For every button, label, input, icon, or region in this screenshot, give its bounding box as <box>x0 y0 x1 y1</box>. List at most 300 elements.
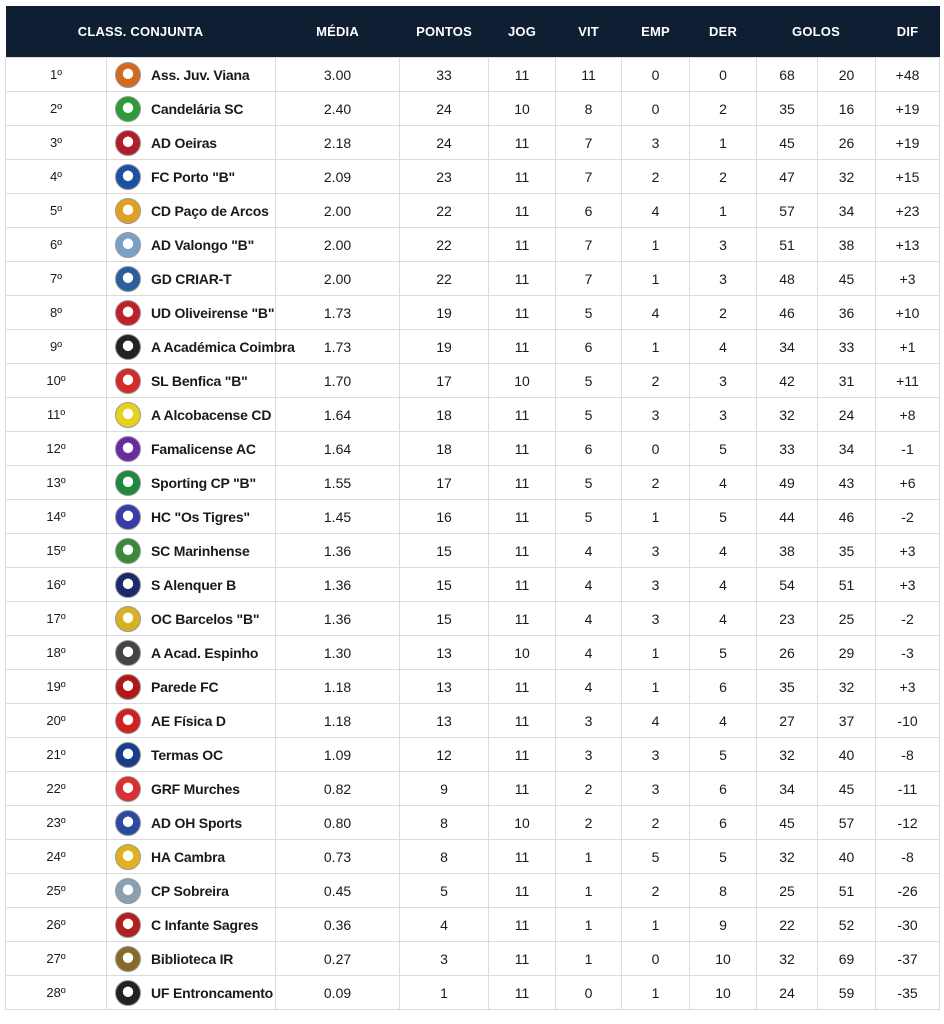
team-cell <box>107 126 276 160</box>
cell-jog: 11 <box>489 500 556 534</box>
cell-media: 2.18 <box>276 126 400 160</box>
cell-der: 3 <box>690 364 757 398</box>
table-row[interactable] <box>6 636 940 670</box>
cell-gm: 44 <box>757 500 818 534</box>
cell-jog: 11 <box>489 262 556 296</box>
cell-media: 1.73 <box>276 330 400 364</box>
cell-vit: 5 <box>556 296 622 330</box>
cell-media: 0.80 <box>276 806 400 840</box>
cell-pos: 26º <box>6 908 107 942</box>
team-crest-icon <box>115 878 141 904</box>
header-pontos[interactable]: PONTOS <box>400 6 489 58</box>
cell-gm: 46 <box>757 296 818 330</box>
team-name[interactable]: A Acad. Espinho <box>151 644 259 661</box>
team-name[interactable]: CP Sobreira <box>151 882 229 899</box>
cell-pos: 12º <box>6 432 107 466</box>
cell-gs: 46 <box>818 500 876 534</box>
cell-pontos: 23 <box>400 160 489 194</box>
table-row[interactable] <box>6 874 940 908</box>
cell-gm: 38 <box>757 534 818 568</box>
table-row[interactable] <box>6 126 940 160</box>
cell-gs: 32 <box>818 670 876 704</box>
team-crest-icon <box>115 980 141 1006</box>
cell-emp: 1 <box>622 636 690 670</box>
team-cell <box>107 772 276 806</box>
team-crest-icon <box>115 572 141 598</box>
cell-media: 1.45 <box>276 500 400 534</box>
cell-dif: -8 <box>876 738 940 772</box>
cell-gm: 22 <box>757 908 818 942</box>
cell-pontos: 12 <box>400 738 489 772</box>
table-row[interactable] <box>6 534 940 568</box>
cell-vit: 2 <box>556 772 622 806</box>
table-row[interactable] <box>6 602 940 636</box>
cell-dif: +8 <box>876 398 940 432</box>
cell-emp: 0 <box>622 432 690 466</box>
team-name[interactable]: Famalicense AC <box>151 440 256 457</box>
cell-gs: 51 <box>818 568 876 602</box>
team-cell <box>107 160 276 194</box>
cell-dif: -11 <box>876 772 940 806</box>
cell-media: 1.18 <box>276 670 400 704</box>
team-name[interactable]: GD CRIAR-T <box>151 270 232 287</box>
table-row[interactable] <box>6 704 940 738</box>
table-header-row <box>6 6 940 58</box>
cell-pos: 22º <box>6 772 107 806</box>
cell-der: 3 <box>690 228 757 262</box>
cell-pontos: 19 <box>400 296 489 330</box>
cell-gm: 27 <box>757 704 818 738</box>
cell-emp: 4 <box>622 194 690 228</box>
cell-pontos: 15 <box>400 568 489 602</box>
cell-vit: 4 <box>556 670 622 704</box>
team-name[interactable]: Parede FC <box>151 678 219 695</box>
cell-pos: 3º <box>6 126 107 160</box>
cell-jog: 11 <box>489 670 556 704</box>
team-crest-icon <box>115 436 141 462</box>
cell-gm: 47 <box>757 160 818 194</box>
team-cell <box>107 364 276 398</box>
cell-jog: 10 <box>489 806 556 840</box>
cell-dif: +19 <box>876 92 940 126</box>
cell-vit: 6 <box>556 432 622 466</box>
team-cell <box>107 908 276 942</box>
cell-emp: 4 <box>622 704 690 738</box>
cell-emp: 3 <box>622 398 690 432</box>
team-crest-icon <box>115 504 141 530</box>
team-crest-icon <box>115 776 141 802</box>
cell-gm: 25 <box>757 874 818 908</box>
cell-gs: 43 <box>818 466 876 500</box>
table-row[interactable] <box>6 500 940 534</box>
cell-pontos: 17 <box>400 364 489 398</box>
cell-dif: -30 <box>876 908 940 942</box>
cell-der: 5 <box>690 738 757 772</box>
cell-jog: 11 <box>489 296 556 330</box>
cell-gs: 59 <box>818 976 876 1010</box>
cell-jog: 11 <box>489 874 556 908</box>
team-crest-icon <box>115 606 141 632</box>
cell-der: 0 <box>690 58 757 92</box>
team-crest-icon <box>115 198 141 224</box>
cell-media: 1.64 <box>276 432 400 466</box>
team-crest-icon <box>115 742 141 768</box>
cell-der: 2 <box>690 160 757 194</box>
team-name[interactable]: C Infante Sagres <box>151 916 259 933</box>
table-row[interactable] <box>6 92 940 126</box>
team-crest-icon <box>115 62 141 88</box>
team-name[interactable]: HC "Os Tigres" <box>151 508 250 525</box>
team-name[interactable]: SC Marinhense <box>151 542 250 559</box>
cell-media: 2.00 <box>276 262 400 296</box>
cell-der: 10 <box>690 942 757 976</box>
cell-gm: 45 <box>757 126 818 160</box>
cell-gs: 36 <box>818 296 876 330</box>
cell-media: 1.55 <box>276 466 400 500</box>
cell-der: 10 <box>690 976 757 1010</box>
cell-gs: 29 <box>818 636 876 670</box>
cell-pontos: 4 <box>400 908 489 942</box>
cell-vit: 4 <box>556 602 622 636</box>
cell-vit: 4 <box>556 568 622 602</box>
cell-vit: 0 <box>556 976 622 1010</box>
cell-gs: 26 <box>818 126 876 160</box>
team-cell <box>107 840 276 874</box>
team-name[interactable]: FC Porto "B" <box>151 168 235 185</box>
cell-gm: 35 <box>757 670 818 704</box>
cell-gm: 32 <box>757 942 818 976</box>
header-golos[interactable]: GOLOS <box>757 6 876 58</box>
header-jog[interactable]: JOG <box>489 6 556 58</box>
cell-der: 2 <box>690 296 757 330</box>
cell-jog: 11 <box>489 228 556 262</box>
cell-der: 5 <box>690 500 757 534</box>
team-name[interactable]: Sporting CP "B" <box>151 474 256 491</box>
cell-gs: 40 <box>818 840 876 874</box>
cell-vit: 4 <box>556 534 622 568</box>
cell-pos: 17º <box>6 602 107 636</box>
cell-vit: 1 <box>556 908 622 942</box>
cell-pontos: 15 <box>400 534 489 568</box>
team-crest-icon <box>115 674 141 700</box>
cell-pos: 16º <box>6 568 107 602</box>
cell-pos: 4º <box>6 160 107 194</box>
team-name[interactable]: S Alenquer B <box>151 576 236 593</box>
table-row[interactable] <box>6 670 940 704</box>
team-name[interactable]: SL Benfica "B" <box>151 372 248 389</box>
cell-media: 0.82 <box>276 772 400 806</box>
team-cell <box>107 738 276 772</box>
cell-jog: 11 <box>489 704 556 738</box>
team-cell <box>107 194 276 228</box>
team-name[interactable]: Biblioteca IR <box>151 950 234 967</box>
table-row[interactable] <box>6 194 940 228</box>
header-emp[interactable]: EMP <box>622 6 690 58</box>
cell-media: 0.09 <box>276 976 400 1010</box>
cell-media: 2.09 <box>276 160 400 194</box>
cell-gm: 34 <box>757 772 818 806</box>
cell-gm: 24 <box>757 976 818 1010</box>
table-row[interactable] <box>6 772 940 806</box>
cell-gm: 26 <box>757 636 818 670</box>
cell-dif: +23 <box>876 194 940 228</box>
cell-gs: 34 <box>818 432 876 466</box>
table-body <box>6 58 940 1010</box>
header-media[interactable]: MÉDIA <box>276 6 400 58</box>
standings-table <box>5 6 940 1010</box>
cell-gm: 48 <box>757 262 818 296</box>
team-name[interactable]: AD OH Sports <box>151 814 242 831</box>
cell-pontos: 13 <box>400 670 489 704</box>
team-name[interactable]: GRF Murches <box>151 780 240 797</box>
team-name[interactable]: A Académica Coimbra <box>151 338 295 355</box>
cell-der: 4 <box>690 466 757 500</box>
cell-der: 4 <box>690 330 757 364</box>
cell-gs: 25 <box>818 602 876 636</box>
team-name[interactable]: HA Cambra <box>151 848 225 865</box>
cell-jog: 11 <box>489 738 556 772</box>
team-cell <box>107 330 295 364</box>
team-name[interactable]: CD Paço de Arcos <box>151 202 269 219</box>
team-cell <box>107 670 276 704</box>
cell-emp: 3 <box>622 534 690 568</box>
cell-vit: 5 <box>556 466 622 500</box>
cell-vit: 11 <box>556 58 622 92</box>
team-name[interactable]: Candelária SC <box>151 100 244 117</box>
cell-gm: 35 <box>757 92 818 126</box>
team-cell <box>107 976 276 1010</box>
table-row[interactable] <box>6 942 940 976</box>
cell-emp: 0 <box>622 58 690 92</box>
header-dif[interactable]: DIF <box>876 6 940 58</box>
cell-gm: 42 <box>757 364 818 398</box>
cell-dif: +48 <box>876 58 940 92</box>
cell-der: 1 <box>690 126 757 160</box>
cell-vit: 1 <box>556 840 622 874</box>
table-row[interactable] <box>6 262 940 296</box>
cell-emp: 3 <box>622 738 690 772</box>
team-name[interactable]: AE Física D <box>151 712 226 729</box>
cell-jog: 11 <box>489 160 556 194</box>
cell-media: 1.09 <box>276 738 400 772</box>
cell-pos: 28º <box>6 976 107 1010</box>
team-name[interactable]: Termas OC <box>151 746 223 763</box>
team-cell <box>107 466 276 500</box>
cell-der: 6 <box>690 772 757 806</box>
cell-emp: 3 <box>622 126 690 160</box>
cell-jog: 11 <box>489 602 556 636</box>
cell-gs: 34 <box>818 194 876 228</box>
team-cell <box>107 228 276 262</box>
cell-gs: 37 <box>818 704 876 738</box>
team-cell <box>107 500 276 534</box>
cell-emp: 2 <box>622 160 690 194</box>
cell-jog: 11 <box>489 432 556 466</box>
header-der[interactable]: DER <box>690 6 757 58</box>
team-crest-icon <box>115 334 141 360</box>
table-row[interactable] <box>6 398 940 432</box>
cell-emp: 5 <box>622 840 690 874</box>
cell-pontos: 22 <box>400 194 489 228</box>
table-row[interactable] <box>6 568 940 602</box>
cell-pos: 23º <box>6 806 107 840</box>
cell-der: 9 <box>690 908 757 942</box>
cell-pos: 6º <box>6 228 107 262</box>
table-row[interactable] <box>6 296 940 330</box>
cell-der: 3 <box>690 262 757 296</box>
cell-pos: 27º <box>6 942 107 976</box>
cell-media: 1.36 <box>276 602 400 636</box>
cell-pontos: 13 <box>400 704 489 738</box>
team-crest-icon <box>115 232 141 258</box>
cell-pontos: 1 <box>400 976 489 1010</box>
cell-vit: 3 <box>556 738 622 772</box>
table-row[interactable] <box>6 840 940 874</box>
cell-vit: 2 <box>556 806 622 840</box>
header-vit[interactable]: VIT <box>556 6 622 58</box>
team-name[interactable]: A Alcobacense CD <box>151 406 272 423</box>
cell-pos: 1º <box>6 58 107 92</box>
cell-gm: 57 <box>757 194 818 228</box>
cell-media: 0.27 <box>276 942 400 976</box>
cell-gm: 32 <box>757 398 818 432</box>
cell-emp: 2 <box>622 364 690 398</box>
cell-jog: 11 <box>489 398 556 432</box>
cell-dif: +3 <box>876 568 940 602</box>
cell-dif: -10 <box>876 704 940 738</box>
cell-gm: 49 <box>757 466 818 500</box>
cell-pontos: 24 <box>400 92 489 126</box>
cell-gs: 32 <box>818 160 876 194</box>
cell-vit: 5 <box>556 364 622 398</box>
cell-dif: -37 <box>876 942 940 976</box>
cell-emp: 1 <box>622 228 690 262</box>
cell-jog: 11 <box>489 772 556 806</box>
cell-gs: 24 <box>818 398 876 432</box>
cell-vit: 7 <box>556 228 622 262</box>
cell-dif: +3 <box>876 670 940 704</box>
cell-jog: 11 <box>489 466 556 500</box>
cell-pos: 14º <box>6 500 107 534</box>
table-row[interactable] <box>6 466 940 500</box>
header-class[interactable]: CLASS. CONJUNTA <box>6 6 276 58</box>
cell-der: 4 <box>690 534 757 568</box>
cell-gs: 69 <box>818 942 876 976</box>
cell-gm: 32 <box>757 840 818 874</box>
team-cell <box>107 602 276 636</box>
team-name[interactable]: OC Barcelos "B" <box>151 610 260 627</box>
cell-pontos: 18 <box>400 398 489 432</box>
cell-pontos: 15 <box>400 602 489 636</box>
team-cell <box>107 568 276 602</box>
cell-emp: 1 <box>622 500 690 534</box>
team-crest-icon <box>115 266 141 292</box>
cell-gs: 40 <box>818 738 876 772</box>
team-crest-icon <box>115 946 141 972</box>
team-name[interactable]: Ass. Juv. Viana <box>151 66 250 83</box>
cell-jog: 11 <box>489 330 556 364</box>
cell-dif: -2 <box>876 602 940 636</box>
cell-media: 0.45 <box>276 874 400 908</box>
cell-gm: 51 <box>757 228 818 262</box>
cell-der: 2 <box>690 92 757 126</box>
table-row[interactable] <box>6 976 940 1010</box>
cell-emp: 4 <box>622 296 690 330</box>
cell-dif: -3 <box>876 636 940 670</box>
cell-dif: +11 <box>876 364 940 398</box>
cell-emp: 3 <box>622 602 690 636</box>
cell-vit: 1 <box>556 942 622 976</box>
cell-dif: +6 <box>876 466 940 500</box>
cell-vit: 5 <box>556 398 622 432</box>
cell-der: 5 <box>690 636 757 670</box>
cell-media: 1.73 <box>276 296 400 330</box>
cell-pos: 15º <box>6 534 107 568</box>
table-row[interactable] <box>6 908 940 942</box>
team-name[interactable]: AD Oeiras <box>151 134 217 151</box>
cell-pontos: 18 <box>400 432 489 466</box>
cell-jog: 11 <box>489 534 556 568</box>
cell-media: 1.36 <box>276 568 400 602</box>
cell-dif: +3 <box>876 262 940 296</box>
cell-dif: -35 <box>876 976 940 1010</box>
team-cell <box>107 874 276 908</box>
cell-jog: 11 <box>489 908 556 942</box>
table-row[interactable] <box>6 432 940 466</box>
table-row[interactable] <box>6 330 940 364</box>
cell-dif: +13 <box>876 228 940 262</box>
cell-dif: +1 <box>876 330 940 364</box>
team-cell <box>107 58 276 92</box>
table-row[interactable] <box>6 228 940 262</box>
cell-jog: 11 <box>489 568 556 602</box>
table-row[interactable] <box>6 806 940 840</box>
cell-pontos: 24 <box>400 126 489 160</box>
table-row[interactable] <box>6 58 940 92</box>
cell-vit: 7 <box>556 262 622 296</box>
team-name[interactable]: UF Entroncamento <box>151 984 274 1001</box>
cell-pos: 5º <box>6 194 107 228</box>
team-crest-icon <box>115 368 141 394</box>
cell-gm: 68 <box>757 58 818 92</box>
cell-pontos: 33 <box>400 58 489 92</box>
cell-pontos: 13 <box>400 636 489 670</box>
cell-gm: 23 <box>757 602 818 636</box>
team-name[interactable]: AD Valongo "B" <box>151 236 255 253</box>
table-row[interactable] <box>6 364 940 398</box>
cell-vit: 3 <box>556 704 622 738</box>
cell-pontos: 8 <box>400 806 489 840</box>
table-row[interactable] <box>6 160 940 194</box>
cell-media: 1.30 <box>276 636 400 670</box>
cell-vit: 7 <box>556 126 622 160</box>
cell-jog: 10 <box>489 636 556 670</box>
team-crest-icon <box>115 708 141 734</box>
cell-gm: 33 <box>757 432 818 466</box>
cell-vit: 5 <box>556 500 622 534</box>
cell-der: 8 <box>690 874 757 908</box>
table-row[interactable] <box>6 738 940 772</box>
team-name[interactable]: UD Oliveirense "B" <box>151 304 275 321</box>
team-cell <box>107 636 276 670</box>
cell-der: 1 <box>690 194 757 228</box>
cell-pos: 18º <box>6 636 107 670</box>
cell-dif: -26 <box>876 874 940 908</box>
cell-vit: 4 <box>556 636 622 670</box>
team-cell <box>107 806 276 840</box>
cell-der: 3 <box>690 398 757 432</box>
cell-media: 0.73 <box>276 840 400 874</box>
